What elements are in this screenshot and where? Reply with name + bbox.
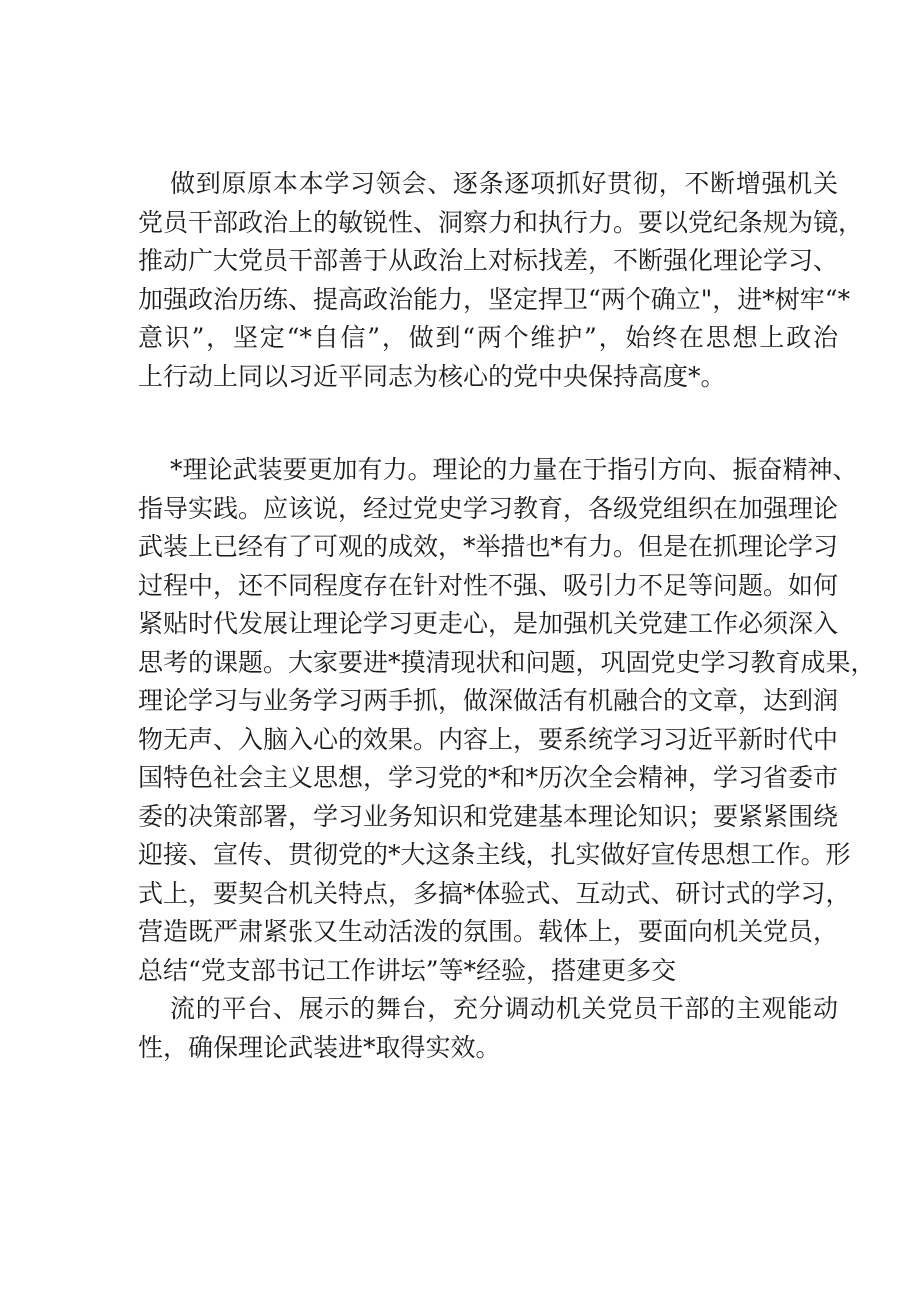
text-line: 流的平台、展示的舞台，充分调动机关党员干部的主观能动 [170,994,838,1023]
text-line: 迎接、宣传、贯彻党的*大这条主线，扎实做好宣传思想工作。形 [138,840,851,869]
text-line: 委的决策部署，学习业务知识和党建基本理论知识；要紧紧围绕 [138,801,839,831]
text-line: 指导实践。应该说，经过党史学习教育，各级党组织在加强理论 [138,493,839,523]
text-line: 物无声、入脑入心的效果。内容上，要系统学习习近平新时代中 [138,724,839,754]
text-line: 性，确保理论武装进*取得实效。 [138,1032,501,1062]
text-line: 理论学习与业务学习两手抓，做深做活有机融合的文章，达到润 [138,686,839,715]
text-line: 加强政治历练、提高政治能力，坚定捍卫“两个确立"，进*树牢“* [138,284,851,314]
text-line: 营造既严肃紧张又生动活泼的氛围。载体上，要面向机关党员， [138,917,839,946]
text-line: 过程中，还不同程度存在针对性不强、吸引力不足等问题。如何 [138,570,839,600]
text-line: 紧贴时代发展让理论学习更走心，是加强机关党建工作必须深入 [138,609,839,638]
paragraph-3 [138,990,838,1067]
text-line: 意识”，坚定“*自信”，做到“两个维护”，始终在思想上政治 [138,323,838,352]
text-line: 做到原原本本学习领会、逐条逐项抓好贯彻，不断增强机关 [170,169,838,198]
text-line: *理论武装要更加有力。理论的力量在于指引方向、振奋精神、 [170,455,858,484]
text-line: 上行动上同以习近平同志为核心的党中央保持高度*。 [138,361,726,391]
text-line: 总结“党支部书记工作讲坛”等*经验，搭建更多交 [138,955,677,985]
text-line: 思考的课题。大家要进*摸清现状和问题，巩固党史学习教育成果， [138,647,876,677]
text-line: 国特色社会主义思想，学习党的*和*历次全会精神，学习省委市 [138,763,839,792]
text-line: 式上，要契合机关特点，多搞*体验式、互动式、研讨式的学习， [138,878,851,908]
text-line: 武装上已经有了可观的成效，*举措也*有力。但是在抓理论学习 [138,532,839,561]
paragraph-1 [138,165,864,396]
text-line: 党员干部政治上的敏锐性、洞察力和执行力。要以党纪条规为镜， [138,207,864,237]
paragraph-2 [138,451,876,990]
text-line: 推动广大党员干部善于从政治上对标找差，不断强化理论学习、 [138,246,839,275]
